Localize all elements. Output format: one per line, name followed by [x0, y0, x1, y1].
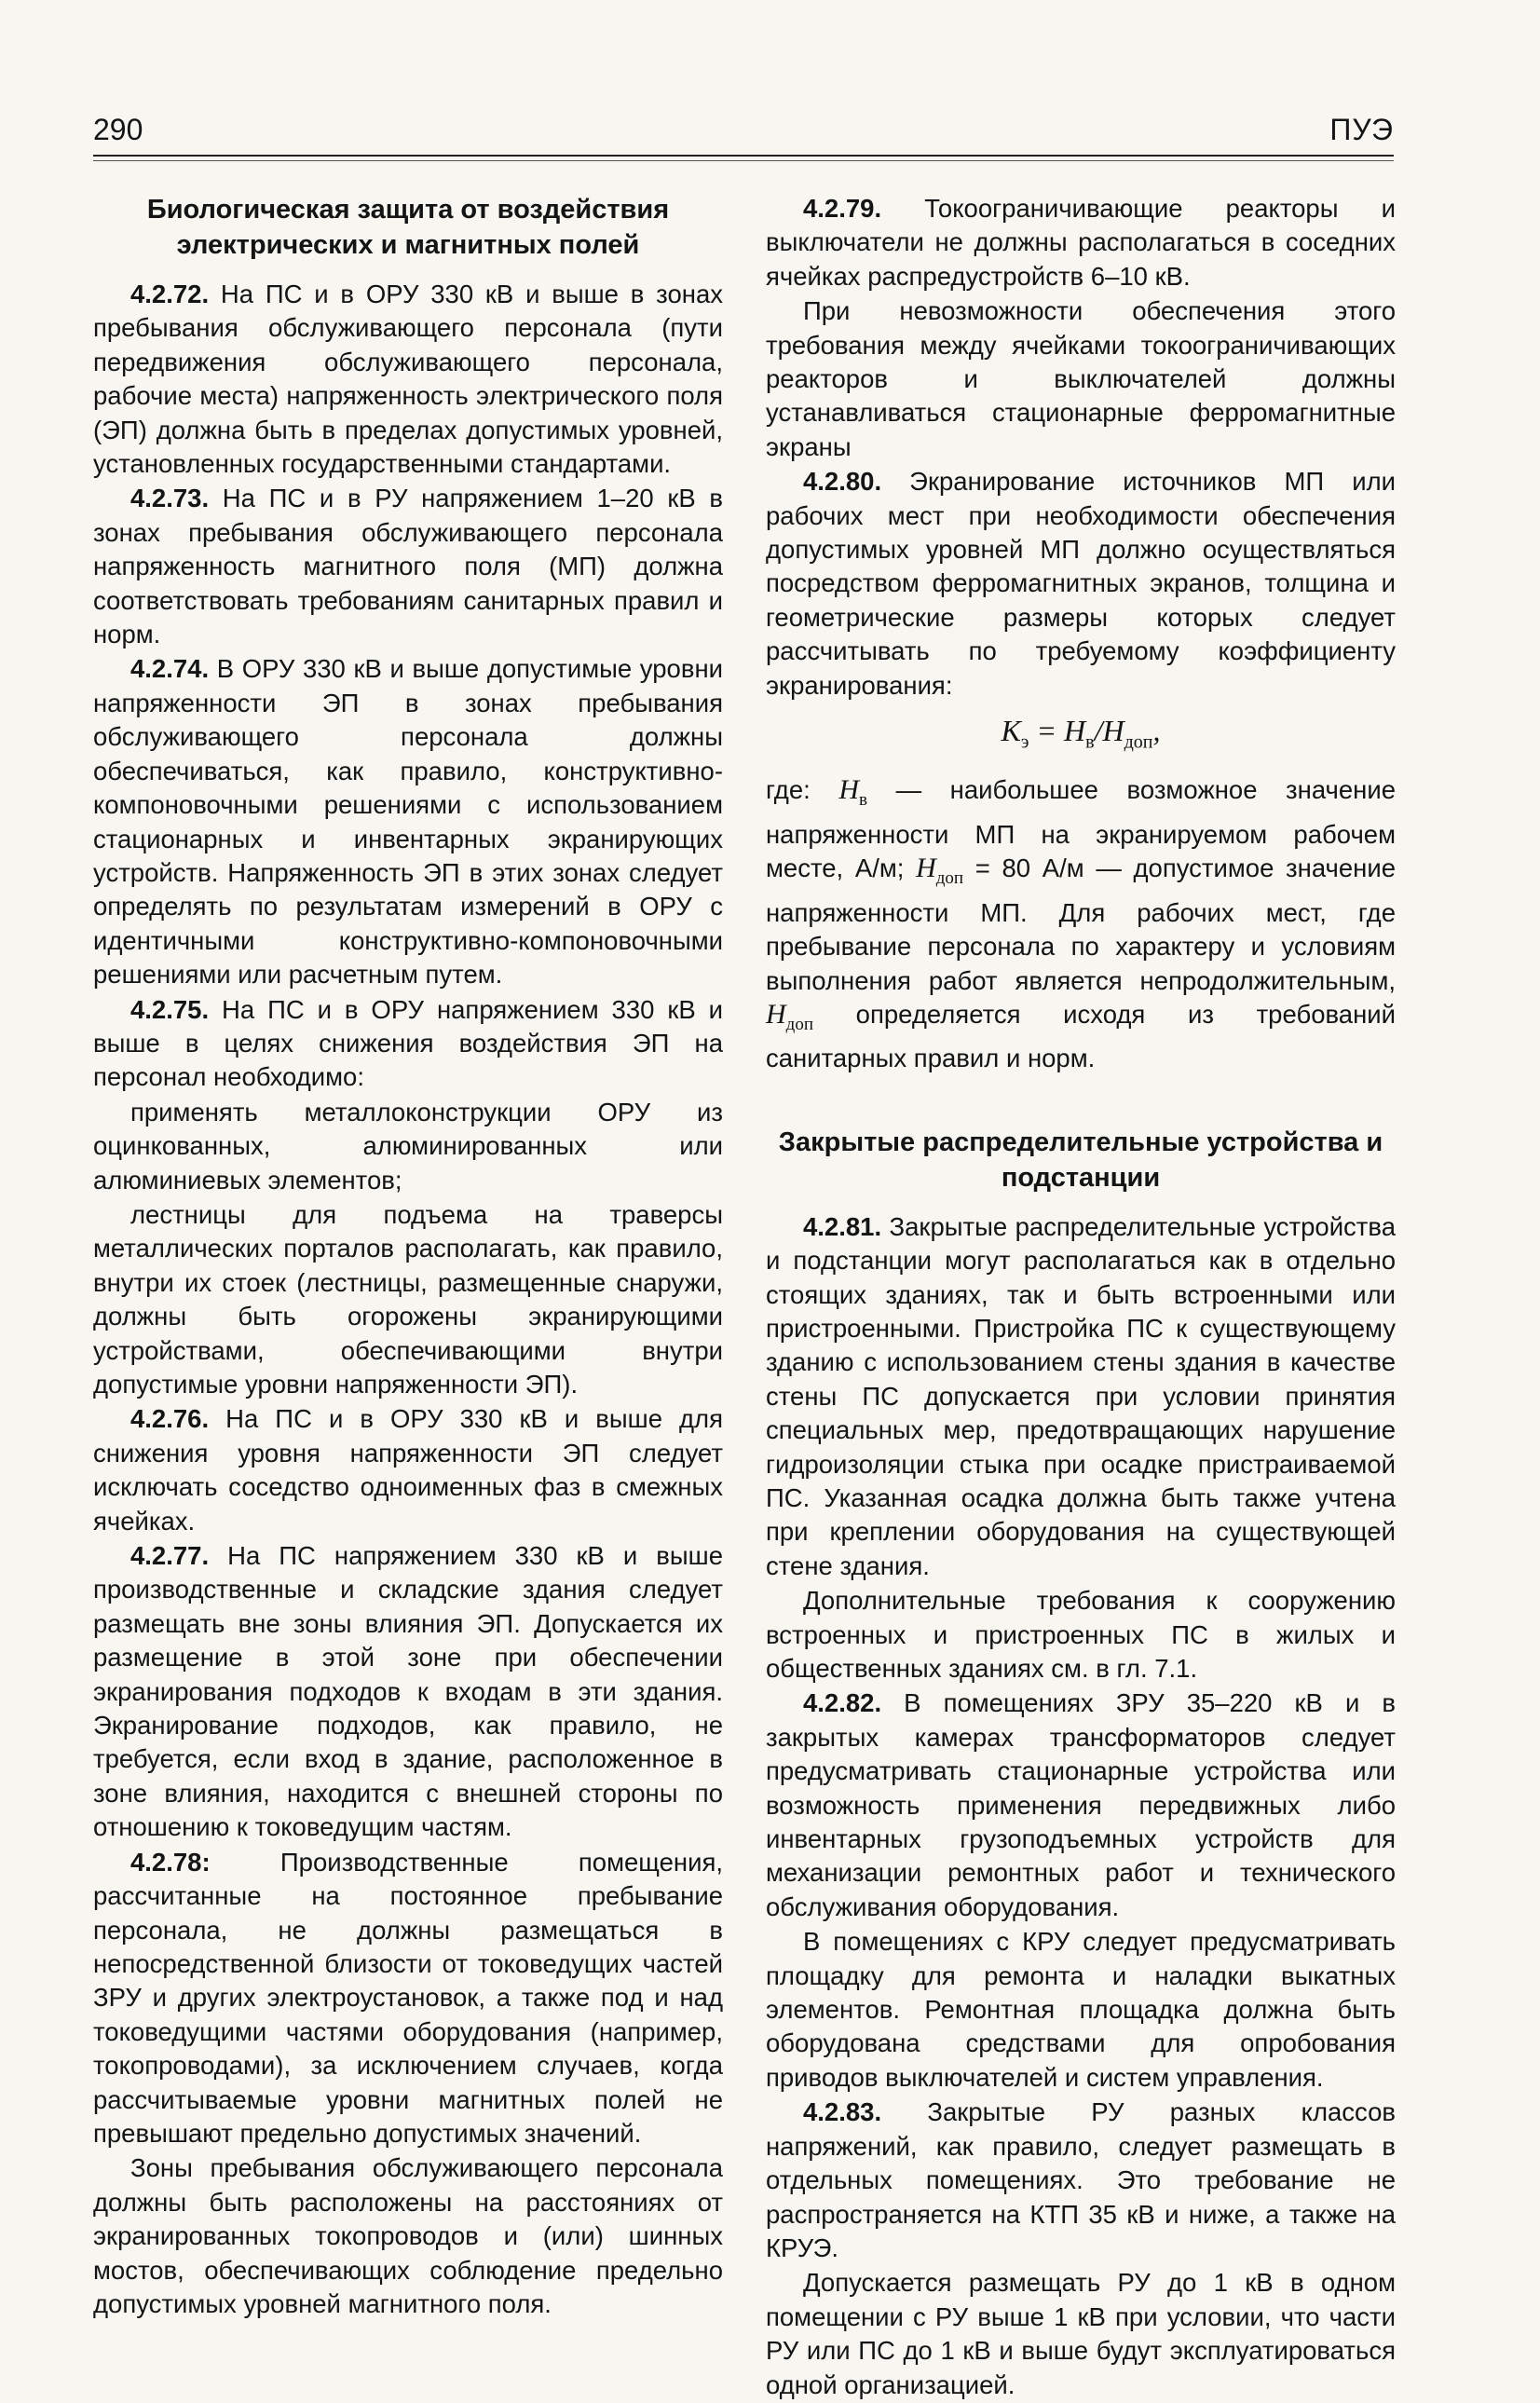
text-fragment: определяется исходя из требований санитарных правил и норм.	[766, 999, 1396, 1073]
formula-symbol	[916, 853, 964, 889]
paragraph: В помещениях с КРУ следует предусматривать площадку для ремонта и наладки выкатных элементов. Ремонтная площадка должна быть оборудована средствами для опробования приводов выключателей и систем управления.	[766, 1927, 1396, 2092]
formula-subscript: доп	[1124, 731, 1153, 753]
paragraph-4-2-75	[93, 993, 723, 1095]
paragraph-4-2-82	[766, 1686, 1396, 1924]
formula-punct: ,	[1152, 714, 1161, 748]
paragraph: Допускается размещать РУ до 1 кВ в одном помещении с РУ выше 1 кВ при условии, что части РУ или ПС до 1 кВ и выше будут эксплуатироваться одной организацией.	[766, 2268, 1396, 2399]
paragraph-text: В помещениях ЗРУ 35–220 кВ и в закрытых камерах трансформаторов следует предусматривать стационарные устройства или возможность применения передвижных либо инвентарных грузоподъемных устройств для механизации ремонтных работ и технического обслуживания оборудования.	[766, 1688, 1396, 1921]
formula-operator: /	[1094, 714, 1103, 748]
formula-symbol	[838, 774, 868, 811]
clause-number: 4.2.76.	[130, 1404, 210, 1434]
symbol-letter: H	[766, 998, 786, 1030]
list-item: лестницы для подъема на траверсы металлических порталов располагать, как правило, внутри их стоек (лестницы, размещенные снаружи, должны быть огорожены экранирующими устройствами, обеспечивающими внутри допустимые уровни напряженности ЭП).	[93, 1199, 723, 1399]
shielding-formula	[766, 710, 1396, 762]
paragraph-text: На ПС и в ОРУ 330 кВ и выше для снижения уровня напряженности ЭП следует исключать соседство одноименных фаз в смежных ячейках.	[93, 1404, 723, 1536]
paragraph-text: На ПС и в РУ напряжением 1–20 кВ в зонах пребывания обслуживающего персонала напряженность магнитного поля (МП) должна соответствовать требованиям санитарных правил и норм.	[93, 484, 723, 649]
section-heading: Закрытые распределительные устройства и подстанции	[778, 1126, 1383, 1193]
paragraph-4-2-77	[93, 1539, 723, 1845]
clause-number: 4.2.73.	[130, 484, 210, 513]
running-header	[93, 114, 1394, 153]
text-fragment: где:	[766, 775, 839, 805]
paragraph-4-2-78	[93, 1846, 723, 2151]
left-column	[93, 192, 723, 2322]
paragraph-text: Производственные помещения, рассчитанные на постоянное пребывание персонала, не должны размещаться в непосредственной близости от токоведущих частей ЗРУ и других электроустановок, а также под и над токоведущими частями оборудования (например, токопроводами), за исключением случаев, когда рассчитываемые уровни магнитных полей не превышают предельно допустимых значений.	[93, 1847, 723, 2148]
formula-subscript: в	[1085, 731, 1095, 753]
paragraph: Зоны пребывания обслуживающего персонала должны быть расположены на расстояниях от экранированных токопроводов и (или) шинных мостов, обеспечивающих соблюдение предельно допустимых уровней магнитного поля.	[93, 2153, 723, 2318]
right-column	[766, 192, 1396, 2403]
book-title: ПУЭ	[1329, 113, 1394, 146]
clause-number: 4.2.82.	[803, 1688, 882, 1718]
clause-number: 4.2.79.	[803, 194, 882, 223]
paragraph-4-2-79	[766, 192, 1396, 294]
symbol-subscript: доп	[935, 868, 964, 889]
clause-number: 4.2.83.	[803, 2097, 882, 2127]
clause-number: 4.2.74.	[130, 654, 210, 684]
clause-number: 4.2.81.	[803, 1211, 882, 1241]
text-fragment: = 80 А/м — допустимое значение напряженности МП. Для рабочих мест, где пребывание персонала по характеру и условиям выполнения работ является непродолжительным,	[766, 853, 1397, 995]
list-item: применять металлоконструкции ОРУ из оцинкованных, алюминированных или алюминиевых элементов;	[93, 1097, 723, 1195]
symbol-letter: H	[916, 853, 936, 884]
symbol-letter: H	[838, 774, 860, 806]
paragraph-4-2-83	[766, 2096, 1396, 2265]
paragraph-4-2-72	[93, 278, 723, 481]
paragraph-text: На ПС и в ОРУ напряжением 330 кВ и выше в целях снижения воздействия ЭП на персонал необходимо:	[93, 994, 723, 1092]
page-number: 290	[93, 113, 143, 146]
clause-number: 4.2.72.	[130, 280, 210, 308]
paragraph-text: Закрытые распределительные устройства и подстанции могут располагаться как в отдельно стоящих зданиях, так и быть встроенными или пристроенными. Пристройка ПС к существующему зданию с использованием стены здания в качестве стены ПС допускается при условии принятия специальных мер, предотвращающих нарушение гидроизоляции стыка при осадке пристраиваемой ПС. Указанная осадка должна быть также учтена при креплении оборудования на существующей стене здания.	[766, 1211, 1396, 1580]
symbol-subscript: доп	[785, 1014, 814, 1034]
header-rule	[93, 155, 1394, 157]
formula-symbol	[766, 998, 814, 1034]
paragraph-4-2-80	[766, 465, 1396, 703]
clause-number: 4.2.75.	[130, 994, 210, 1024]
clause-number: 4.2.78:	[130, 1847, 211, 1877]
paragraph-text: На ПС и в ОРУ 330 кВ и выше в зонах пребывания обслуживающего персонала (пути передвижения обслуживающего персонала, рабочие места) напряженность электрического поля (ЭП) должна быть в пределах допустимых уровней, установленных государственными стандартами.	[93, 280, 723, 479]
section-heading: Биологическая защита от воздействия электрических и магнитных полей	[146, 195, 670, 260]
symbol-subscript: в	[859, 790, 868, 811]
paragraph: Дополнительные требования к сооружению встроенных и пристроенных ПС в жилых и общественных зданиях см. в гл. 7.1.	[766, 1586, 1396, 1684]
paragraph-4-2-81	[766, 1210, 1396, 1583]
clause-number: 4.2.77.	[130, 1541, 210, 1571]
formula-subscript: э	[1020, 731, 1029, 753]
paragraph: При невозможности обеспечения этого требования между ячейками токоограничивающих реакторов и выключателей должны устанавливаться стационарные ферромагнитные экраны	[766, 296, 1396, 461]
header-rule-thin	[93, 160, 1394, 161]
formula-symbol: H	[1064, 714, 1086, 748]
clause-number: 4.2.80.	[803, 467, 882, 497]
formula-symbol: K	[1001, 714, 1021, 748]
formula-explanation	[766, 773, 1396, 1075]
paragraph-4-2-76	[93, 1402, 723, 1538]
text-fragment: — наибольшее возможное значение напряженности МП на экранируемом рабочем месте, А/м;	[766, 775, 1397, 883]
paragraph-text: Токоограничивающие реакторы и выключатели не должны располагаться в соседних ячейках распредустройств 6–10 кВ.	[766, 194, 1396, 291]
formula-symbol: H	[1102, 714, 1124, 748]
paragraph-4-2-73	[93, 482, 723, 651]
formula-operator: =	[1029, 714, 1065, 748]
paragraph-text: Закрытые РУ разных классов напряжений, как правило, следует размещать в отдельных помещениях. Это требование не распространяется на КТП 35 кВ и ниже, а также на КРУЭ.	[766, 2097, 1396, 2262]
paragraph-text: На ПС напряжением 330 кВ и выше производственные и складские здания следует размещать вне зоны влияния ЭП. Допускается их размещение в этой зоне при обеспечении экранирования подходов к входам в эти здания. Экранирование подходов, как правило, не требуется, если вход в здание, расположенное в зоне влияния, находится с внешней стороны по отношению к токоведущим частям.	[93, 1541, 723, 1842]
paragraph-4-2-74	[93, 652, 723, 991]
paragraph-text: Экранирование источников МП или рабочих мест при необходимости обеспечения допустимых уровней МП должно осуществляться посредством ферромагнитных экранов, толщина и геометрические размеры которых следует рассчитывать по требуемому коэффициенту экранирования:	[766, 467, 1396, 700]
paragraph-text: В ОРУ 330 кВ и выше допустимые уровни напряженности ЭП в зонах пребывания обслуживающего персонала должны обеспечиваться, как правило, конструктивно-компоновочными решениями с использованием стационарных и инвентарных экранирующих устройств. Напряженность ЭП в этих зонах следует определять по результатам измерений в ОРУ с идентичными конструктивно-компоновочными решениями или расчетным путем.	[93, 654, 723, 990]
